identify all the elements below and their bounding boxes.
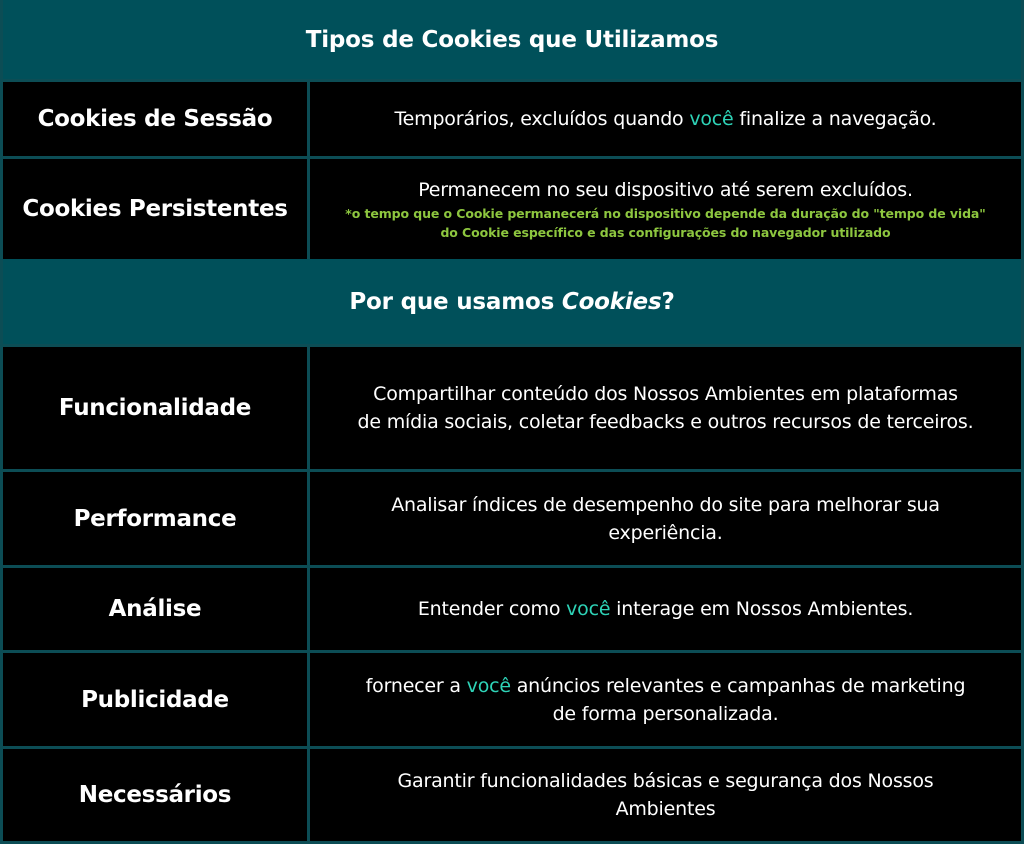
row-description — [310, 568, 1021, 650]
desc-text: de mídia sociais, coletar feedbacks e outros recursos de terceiros. — [357, 411, 974, 433]
desc-text: interage em Nossos Ambientes. — [610, 598, 914, 620]
section-title: Tipos de Cookies que Utilizamos — [305, 26, 719, 53]
desc-text: Garantir funcionalidades básicas e segurança dos Nossos — [397, 770, 934, 792]
row-label: Publicidade — [3, 653, 310, 746]
section-header-cookie-types — [3, 0, 1021, 79]
desc-accent: você — [466, 674, 511, 697]
desc-text: finalize a navegação. — [733, 108, 937, 130]
desc-text: anúncios relevantes e campanhas de marketing — [510, 674, 966, 697]
row-description — [310, 472, 1021, 565]
footnote-line: *o tempo que o Cookie permanecerá no dispositivo depende da duração do "tempo de vida" — [345, 206, 986, 221]
row-label: Análise — [3, 568, 310, 650]
desc-text: Ambientes — [615, 798, 716, 820]
row-label: Funcionalidade — [3, 347, 310, 469]
row-description — [310, 653, 1021, 746]
desc-text: de forma personalizada. — [552, 702, 779, 725]
table-row — [3, 565, 1021, 650]
footnote-line: do Cookie específico e das configurações do navegador utilizado — [440, 225, 891, 240]
section-title: Por que usamos Cookies? — [349, 288, 675, 315]
table-row — [3, 156, 1021, 259]
row-description — [310, 749, 1021, 841]
desc-accent: você — [566, 598, 611, 620]
desc-text: Permanecem no seu dispositivo até serem excluídos. — [418, 179, 913, 201]
table-row — [3, 344, 1021, 469]
desc-text: Analisar índices de desempenho do site para melhorar sua — [391, 493, 940, 516]
row-label: Performance — [3, 472, 310, 565]
desc-text: Temporários, excluídos quando — [394, 108, 690, 130]
desc-text: Compartilhar conteúdo dos Nossos Ambientes em plataformas — [373, 383, 958, 405]
row-description — [310, 82, 1021, 156]
table-row — [3, 650, 1021, 746]
row-label: Cookies Persistentes — [3, 159, 310, 259]
row-description — [310, 347, 1021, 469]
desc-text: experiência. — [608, 521, 723, 544]
row-label: Cookies de Sessão — [3, 82, 310, 156]
table-row — [3, 469, 1021, 565]
desc-text: fornecer a — [365, 674, 467, 697]
table-row — [3, 746, 1021, 841]
desc-accent: você — [689, 108, 734, 130]
section-header-why-cookies — [3, 259, 1021, 344]
row-description — [310, 159, 1021, 259]
table-row — [3, 79, 1021, 156]
desc-text: Entender como — [417, 598, 567, 620]
row-label: Necessários — [3, 749, 310, 841]
